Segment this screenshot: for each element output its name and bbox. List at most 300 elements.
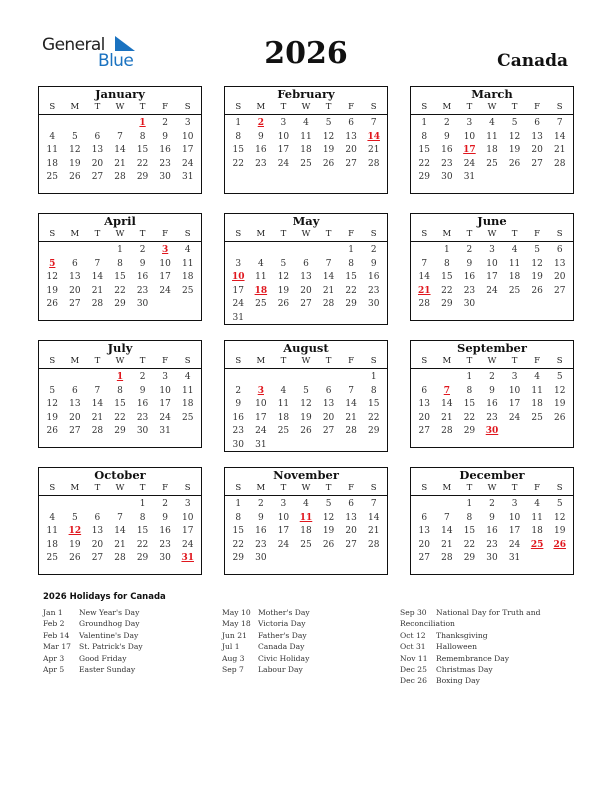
empty-day-cell <box>227 244 250 258</box>
day-cell: 25 <box>181 412 194 423</box>
day-cell: 14 <box>322 272 335 282</box>
day-cell: 21 <box>91 285 104 296</box>
day-cell: 12 <box>508 131 521 142</box>
day-cell: 11 <box>486 131 498 142</box>
month-november <box>224 467 388 575</box>
day-cell: 27 <box>69 299 81 309</box>
weekday-label: S <box>556 102 563 112</box>
weekday-label: T <box>325 356 332 366</box>
day-cell: 2 <box>139 245 146 255</box>
day-cell: 7 <box>94 258 101 269</box>
day-cell: 22 <box>114 285 126 296</box>
day-cell: 4 <box>257 258 264 269</box>
holiday-day-cell: 31 <box>181 553 194 563</box>
weekday-label: F <box>348 483 355 493</box>
day-cell: 27 <box>322 426 335 436</box>
holiday-day-cell: 11 <box>299 512 313 523</box>
day-cell: 23 <box>159 158 171 169</box>
empty-day-cell <box>86 117 109 131</box>
weekday-label: W <box>115 229 125 239</box>
day-cell: 6 <box>303 258 309 269</box>
day-cell: 17 <box>232 285 244 296</box>
day-cell: 31 <box>159 426 171 436</box>
holiday-date: May 18 <box>222 619 251 629</box>
day-cell: 9 <box>489 385 495 396</box>
empty-day-cell <box>64 244 87 258</box>
day-cell: 9 <box>257 512 264 523</box>
day-cell: 7 <box>348 385 354 396</box>
weekday-label: W <box>301 356 311 366</box>
day-cell: 11 <box>531 385 543 396</box>
weekday-label: T <box>139 356 146 366</box>
day-cell: 29 <box>463 553 476 563</box>
holiday-day-cell: 3 <box>257 385 264 396</box>
holiday-date: Feb 14 <box>43 630 70 640</box>
weekday-label: W <box>487 483 497 493</box>
day-cell: 4 <box>184 245 191 255</box>
day-cell: 24 <box>255 426 267 436</box>
weekday-label: W <box>301 483 311 493</box>
holiday-date: May 10 <box>222 608 251 617</box>
empty-day-cell <box>413 244 436 258</box>
weekday-label: S <box>556 483 563 493</box>
day-cell: 8 <box>443 258 450 269</box>
day-cell: 22 <box>232 539 244 550</box>
day-cell: 13 <box>553 258 566 269</box>
day-cell: 7 <box>556 118 563 128</box>
day-cell: 12 <box>69 145 81 155</box>
weekday-label: S <box>370 356 377 366</box>
weekday-label: S <box>49 356 56 366</box>
weekday-label: T <box>466 483 473 493</box>
day-cell: 9 <box>139 385 146 396</box>
day-cell: 23 <box>159 539 171 550</box>
weekday-label: S <box>49 102 56 112</box>
weekday-label: S <box>421 229 428 239</box>
weekday-label: F <box>534 356 541 366</box>
empty-day-cell <box>86 371 109 385</box>
day-cell: 9 <box>443 131 450 142</box>
empty-day-cell <box>86 498 109 512</box>
day-cell: 8 <box>235 131 242 142</box>
weekday-label: T <box>511 483 518 493</box>
day-cell: 28 <box>553 158 566 169</box>
holiday-day-cell: 21 <box>418 285 431 296</box>
holiday-list-item <box>222 664 310 675</box>
empty-day-cell <box>64 371 87 385</box>
month-january <box>38 86 202 194</box>
day-cell: 11 <box>277 399 290 409</box>
weekday-label: S <box>235 102 242 112</box>
weekday-label: M <box>256 483 266 493</box>
day-cell: 15 <box>367 399 380 409</box>
day-cell: 28 <box>418 299 430 309</box>
empty-day-cell <box>295 371 318 385</box>
day-cell: 28 <box>91 299 104 309</box>
logo-text-general: General <box>42 35 105 55</box>
day-cell: 5 <box>71 131 78 142</box>
day-cell: 17 <box>181 526 194 536</box>
month-title: October <box>94 468 146 482</box>
day-cell: 15 <box>114 272 126 282</box>
day-cell: 8 <box>421 131 428 142</box>
day-cell: 26 <box>69 172 81 182</box>
day-cell: 6 <box>348 499 354 509</box>
day-cell: 17 <box>181 145 194 155</box>
empty-day-cell <box>436 371 459 385</box>
day-cell: 2 <box>162 499 168 509</box>
day-cell: 7 <box>443 512 450 523</box>
empty-day-cell <box>41 371 64 385</box>
empty-day-cell <box>250 244 273 258</box>
day-cell: 23 <box>367 285 380 296</box>
day-cell: 2 <box>235 385 242 396</box>
day-cell: 2 <box>466 245 473 255</box>
weekday-label: W <box>115 356 125 366</box>
month-april <box>38 213 202 321</box>
day-cell: 7 <box>370 118 377 128</box>
day-cell: 16 <box>255 145 267 155</box>
weekday-label: M <box>442 483 452 493</box>
day-cell: 3 <box>511 499 518 509</box>
day-cell: 15 <box>114 399 126 409</box>
day-cell: 14 <box>441 526 453 536</box>
weekday-label: S <box>184 356 191 366</box>
day-cell: 27 <box>300 299 312 309</box>
day-grid <box>39 244 201 312</box>
calendar-year-title: 2026 <box>264 36 348 71</box>
day-cell: 24 <box>508 539 521 550</box>
weekday-label: T <box>139 483 146 493</box>
day-cell: 16 <box>232 412 244 423</box>
weekday-header-row <box>39 482 201 496</box>
month-title: September <box>457 341 527 355</box>
day-cell: 20 <box>345 526 357 536</box>
day-cell: 29 <box>418 172 430 182</box>
month-december <box>410 467 574 575</box>
weekday-label: T <box>280 356 287 366</box>
day-cell: 22 <box>114 412 126 423</box>
month-title: January <box>95 87 145 101</box>
weekday-label: F <box>348 356 355 366</box>
day-cell: 11 <box>300 131 312 142</box>
day-cell: 21 <box>367 526 380 536</box>
weekday-label: S <box>184 102 191 112</box>
empty-day-cell <box>340 371 363 385</box>
month-august <box>224 340 388 452</box>
day-cell: 14 <box>345 399 357 409</box>
day-cell: 11 <box>181 258 194 269</box>
holiday-name: Thanksgiving <box>436 630 488 640</box>
day-cell: 5 <box>325 118 332 128</box>
day-cell: 16 <box>367 272 380 282</box>
day-cell: 2 <box>257 499 264 509</box>
holiday-name: National Day for Truth and <box>436 608 541 617</box>
day-cell: 22 <box>345 285 357 296</box>
day-cell: 7 <box>117 131 123 142</box>
day-cell: 15 <box>441 272 453 282</box>
holiday-list-item <box>43 618 143 629</box>
weekday-label: T <box>511 356 518 366</box>
day-cell: 11 <box>531 512 543 523</box>
day-cell: 12 <box>300 399 312 409</box>
holiday-day-cell: 5 <box>49 258 56 269</box>
day-cell: 14 <box>418 272 430 282</box>
day-cell: 18 <box>181 272 194 282</box>
day-cell: 28 <box>114 172 126 182</box>
day-cell: 4 <box>184 372 191 382</box>
day-cell: 5 <box>534 245 540 255</box>
day-cell: 12 <box>46 399 58 409</box>
day-cell: 30 <box>136 299 149 309</box>
weekday-header-row <box>225 101 387 115</box>
weekday-label: F <box>162 102 169 112</box>
day-cell: 28 <box>367 158 380 169</box>
weekday-label: S <box>370 483 377 493</box>
holiday-date: Nov 11 <box>400 653 428 663</box>
day-cell: 26 <box>553 412 566 423</box>
holiday-name: Remembrance Day <box>436 653 510 663</box>
day-cell: 20 <box>91 539 104 550</box>
day-cell: 20 <box>69 412 81 423</box>
empty-day-cell <box>64 498 87 512</box>
day-cell: 11 <box>255 272 267 282</box>
weekday-label: M <box>256 229 266 239</box>
day-cell: 27 <box>91 553 104 563</box>
day-cell: 9 <box>139 258 146 269</box>
day-cell: 3 <box>489 245 495 255</box>
weekday-label: T <box>94 483 101 493</box>
day-cell: 26 <box>69 553 81 563</box>
holiday-list-item <box>400 664 540 675</box>
day-cell: 13 <box>345 131 357 142</box>
day-cell: 25 <box>277 426 290 436</box>
holiday-list-item <box>43 607 143 618</box>
day-cell: 10 <box>277 512 290 523</box>
weekday-label: W <box>487 356 497 366</box>
month-february <box>224 86 388 194</box>
day-cell: 13 <box>300 272 312 282</box>
day-cell: 26 <box>300 426 312 436</box>
holiday-name: Civic Holiday <box>258 653 310 663</box>
holiday-day-cell: 17 <box>463 145 476 155</box>
weekday-label: M <box>442 229 452 239</box>
day-cell: 18 <box>531 526 543 536</box>
day-cell: 9 <box>162 131 168 142</box>
day-grid <box>411 498 573 566</box>
holiday-date: Dec 26 <box>400 676 427 686</box>
day-cell: 8 <box>139 131 146 142</box>
day-cell: 6 <box>71 385 78 396</box>
day-cell: 4 <box>489 118 495 128</box>
day-cell: 9 <box>257 131 264 142</box>
day-cell: 31 <box>508 553 521 563</box>
day-cell: 5 <box>556 499 563 509</box>
holiday-list-item <box>400 607 540 618</box>
day-cell: 13 <box>322 399 335 409</box>
day-cell: 1 <box>443 245 450 255</box>
day-cell: 24 <box>508 412 521 423</box>
holiday-list-item <box>43 653 143 664</box>
weekday-label: F <box>534 229 541 239</box>
day-cell: 18 <box>508 272 521 282</box>
day-cell: 24 <box>181 539 194 550</box>
day-grid <box>411 371 573 439</box>
empty-day-cell <box>295 244 318 258</box>
day-cell: 12 <box>531 258 543 269</box>
day-cell: 2 <box>489 372 495 382</box>
holiday-name: Valentine's Day <box>79 630 139 640</box>
day-cell: 26 <box>46 299 58 309</box>
empty-day-cell <box>413 371 436 385</box>
holiday-day-cell: 1 <box>139 118 146 128</box>
day-cell: 6 <box>421 512 428 523</box>
day-cell: 10 <box>159 385 171 396</box>
month-title: July <box>107 341 133 355</box>
holiday-day-cell: 7 <box>443 385 450 396</box>
day-cell: 9 <box>489 512 495 523</box>
weekday-label: W <box>301 102 311 112</box>
day-cell: 15 <box>232 526 244 536</box>
day-cell: 12 <box>553 512 566 523</box>
day-cell: 22 <box>232 158 244 169</box>
weekday-label: T <box>466 102 473 112</box>
day-cell: 3 <box>466 118 473 128</box>
holiday-date: Sep 7 <box>222 664 244 674</box>
day-cell: 15 <box>418 145 430 155</box>
day-cell: 6 <box>534 118 540 128</box>
day-cell: 25 <box>300 158 312 169</box>
holiday-list-item <box>43 630 143 641</box>
day-cell: 31 <box>232 312 244 323</box>
weekday-label: S <box>184 483 191 493</box>
day-cell: 10 <box>159 258 171 269</box>
day-cell: 28 <box>441 553 453 563</box>
day-cell: 31 <box>255 439 267 450</box>
day-cell: 15 <box>136 526 149 536</box>
holiday-name: New Year's Day <box>79 608 140 617</box>
day-cell: 30 <box>463 299 476 309</box>
day-cell: 26 <box>277 299 290 309</box>
day-cell: 23 <box>255 158 267 169</box>
day-cell: 14 <box>441 399 453 409</box>
empty-day-cell <box>64 117 87 131</box>
day-cell: 12 <box>322 512 335 523</box>
day-cell: 16 <box>486 526 498 536</box>
day-cell: 14 <box>114 526 126 536</box>
weekday-label: T <box>280 483 287 493</box>
day-cell: 28 <box>114 553 126 563</box>
day-cell: 14 <box>91 399 104 409</box>
weekday-label: S <box>556 356 563 366</box>
day-cell: 11 <box>508 258 521 269</box>
day-cell: 29 <box>232 553 244 563</box>
holiday-list-item <box>400 618 540 629</box>
day-cell: 3 <box>184 118 191 128</box>
day-cell: 22 <box>418 158 430 169</box>
day-cell: 8 <box>348 258 354 269</box>
day-cell: 13 <box>418 399 430 409</box>
weekday-label: T <box>325 229 332 239</box>
holiday-list-item <box>222 607 310 618</box>
day-cell: 12 <box>277 272 290 282</box>
day-cell: 26 <box>508 158 521 169</box>
weekday-label: F <box>348 102 355 112</box>
day-cell: 4 <box>534 499 540 509</box>
day-cell: 24 <box>159 412 171 423</box>
day-cell: 2 <box>370 245 377 255</box>
day-cell: 30 <box>367 299 380 309</box>
day-cell: 27 <box>553 285 566 296</box>
day-cell: 18 <box>531 399 543 409</box>
holiday-list-item <box>222 618 310 629</box>
day-cell: 3 <box>235 258 242 269</box>
day-grid <box>225 371 387 452</box>
holiday-day-cell: 26 <box>553 539 566 550</box>
day-cell: 8 <box>117 258 123 269</box>
weekday-label: T <box>466 229 473 239</box>
day-cell: 19 <box>322 145 335 155</box>
day-cell: 15 <box>463 399 476 409</box>
day-cell: 5 <box>49 385 56 396</box>
day-cell: 23 <box>255 539 267 550</box>
empty-day-cell <box>109 498 132 512</box>
day-cell: 2 <box>139 372 146 382</box>
weekday-header-row <box>39 101 201 115</box>
day-grid <box>39 498 201 566</box>
day-cell: 21 <box>345 412 357 423</box>
day-cell: 17 <box>277 526 290 536</box>
day-cell: 28 <box>441 426 453 436</box>
day-cell: 22 <box>136 158 149 169</box>
month-title: April <box>104 214 136 228</box>
weekday-label: T <box>511 102 518 112</box>
month-title: August <box>283 341 329 355</box>
weekday-label: S <box>370 229 377 239</box>
holiday-day-cell: 3 <box>162 245 169 255</box>
day-grid <box>225 498 387 566</box>
day-cell: 13 <box>69 272 81 282</box>
day-cell: 19 <box>553 526 566 536</box>
day-cell: 1 <box>370 372 377 382</box>
holiday-list-item <box>222 630 310 641</box>
empty-day-cell <box>41 117 64 131</box>
day-cell: 3 <box>280 118 287 128</box>
day-cell: 30 <box>159 172 171 182</box>
day-cell: 17 <box>159 272 171 282</box>
day-cell: 24 <box>277 158 290 169</box>
holiday-date: Mar 17 <box>43 642 72 652</box>
holiday-date: Feb 2 <box>43 619 65 629</box>
day-cell: 22 <box>367 412 380 423</box>
day-cell: 16 <box>463 272 476 282</box>
weekday-label: W <box>487 102 497 112</box>
day-cell: 7 <box>94 385 101 396</box>
weekday-label: F <box>162 483 169 493</box>
weekday-header-row <box>411 355 573 369</box>
holiday-name: Father's Day <box>258 630 307 640</box>
day-cell: 11 <box>46 145 58 155</box>
holiday-name: St. Patrick's Day <box>79 642 143 652</box>
day-cell: 3 <box>280 499 287 509</box>
weekday-label: T <box>139 229 146 239</box>
day-cell: 18 <box>46 158 58 169</box>
day-cell: 29 <box>345 299 357 309</box>
day-cell: 16 <box>486 399 498 409</box>
day-cell: 10 <box>463 131 476 142</box>
day-cell: 9 <box>466 258 473 269</box>
day-cell: 27 <box>418 426 430 436</box>
